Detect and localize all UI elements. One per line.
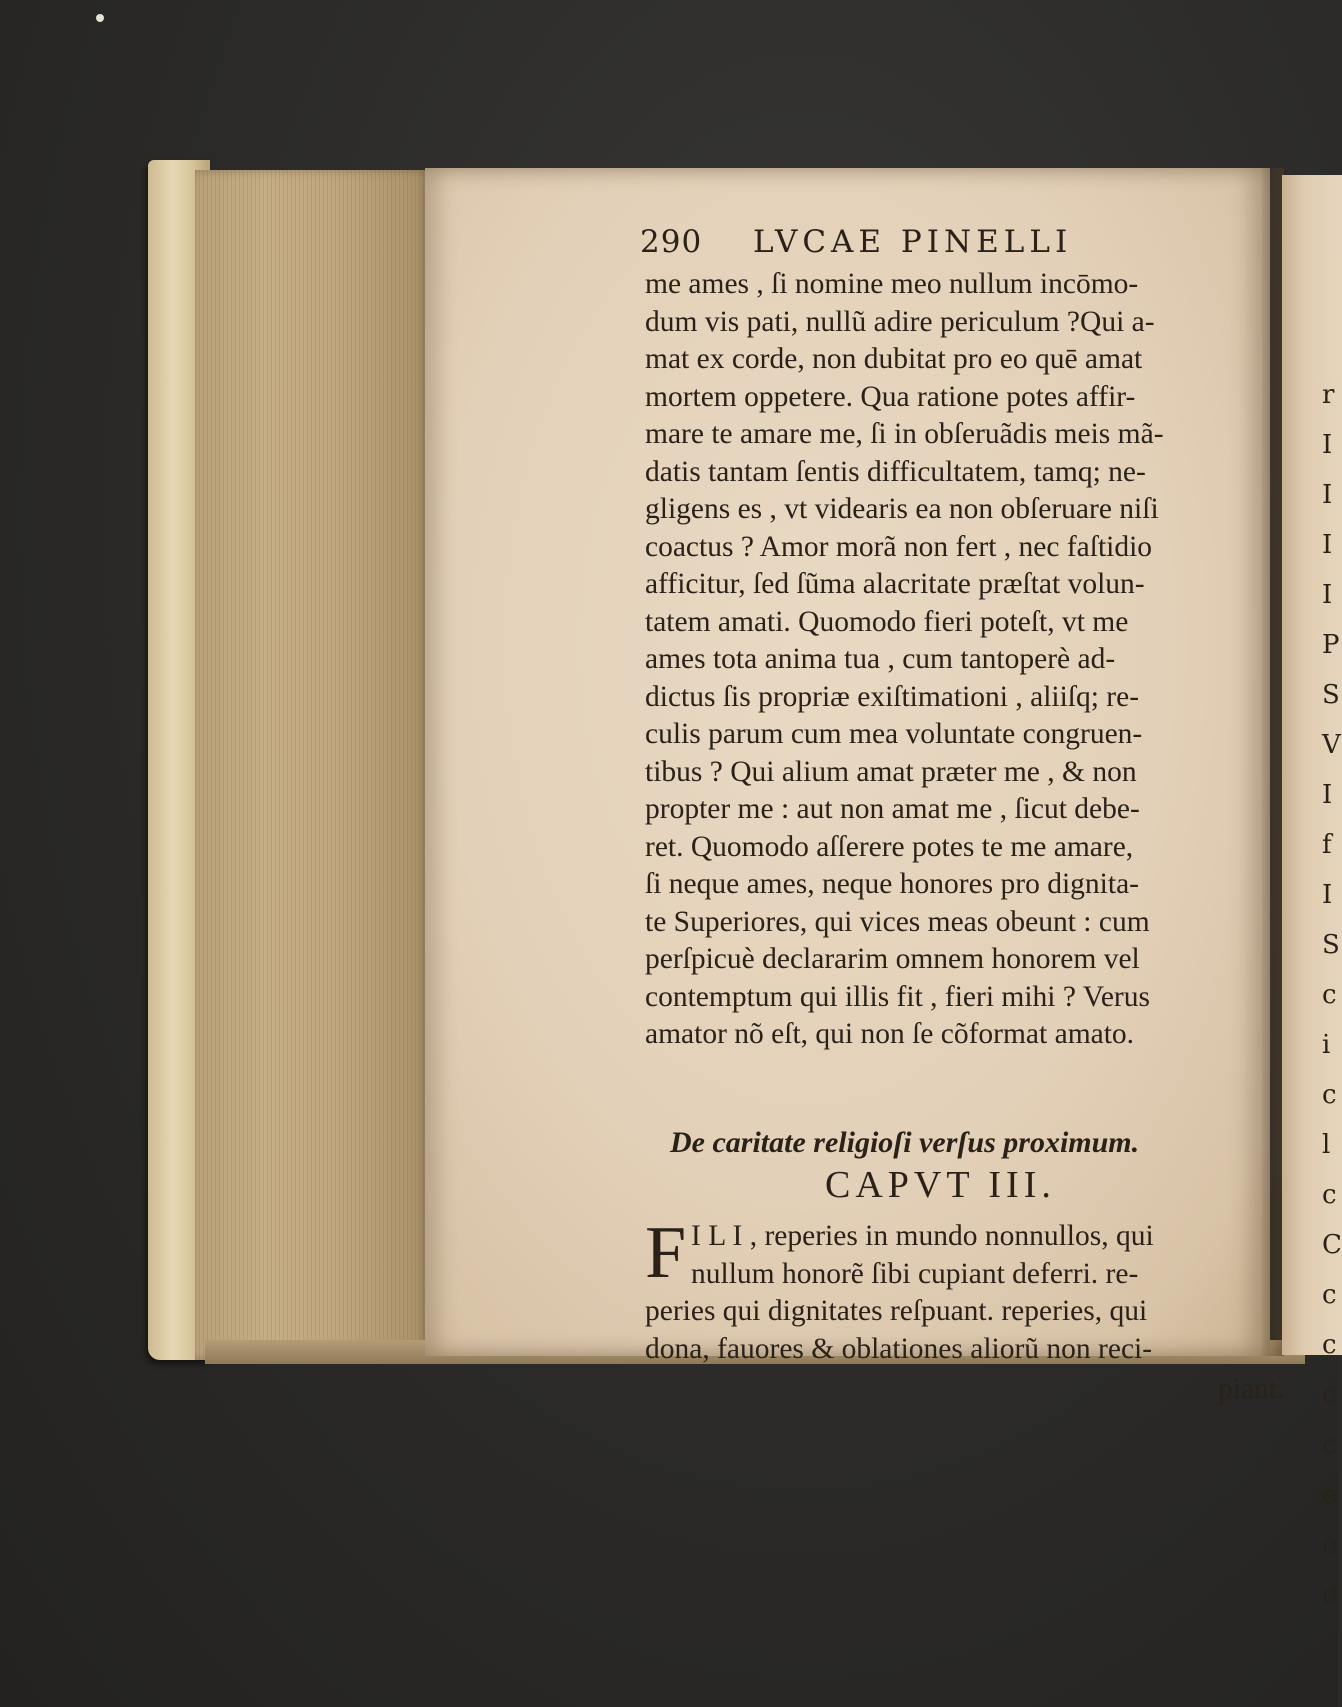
body-text (645, 266, 1255, 1054)
catchword: piant. (1218, 1373, 1285, 1405)
recto-glyph: c (1322, 980, 1337, 1010)
recto-glyph: f (1322, 830, 1332, 860)
running-head (640, 224, 1200, 260)
recto-glyph: c (1322, 1280, 1337, 1310)
text-line: mare te amare me, ſi in obſeruãdis meis mã- (645, 418, 1164, 450)
recto-glyph: S (1322, 680, 1340, 710)
recto-glyph: P (1322, 630, 1340, 660)
text-line: ret. Quomodo aſſerere potes te me amare, (645, 830, 1134, 863)
chapter-first-line: I L I , reperies in mundo nonnullos, qui (691, 1220, 1154, 1252)
recto-glyph: I (1322, 530, 1333, 560)
recto-glyph: c (1322, 1180, 1337, 1210)
page-block-fore-edge (195, 170, 430, 1360)
recto-glyph: I (1322, 430, 1333, 460)
text-line: coactus ? Amor morã non fert , nec faſtidio (645, 530, 1153, 563)
recto-glyph: i (1322, 1030, 1331, 1060)
text-line: contemptum qui illis fit , fieri mihi ? Verus (645, 980, 1150, 1013)
chapter-line: nullum honorẽ ſibi cupiant deferri. re- (691, 1257, 1139, 1290)
text-line: te Superiores, qui vices meas obeunt : cum (645, 905, 1150, 938)
recto-glyph: c (1322, 1330, 1337, 1360)
recto-glyph: I (1322, 580, 1333, 610)
recto-glyph: I (1322, 780, 1333, 810)
chapter-heading: CAPVT III. (825, 1164, 1056, 1206)
drop-capital: F (645, 1212, 687, 1294)
recto-glyph: e (1322, 1480, 1338, 1510)
text-line: tibus ? Qui alium amat præter me , & non (645, 755, 1137, 788)
text-line: mat ex corde, non dubitat pro eo quē amat (645, 343, 1143, 375)
text-line: ames tota anima tua , cum tantoperè ad- (645, 643, 1116, 675)
recto-glyph: I (1322, 880, 1333, 910)
recto-glyph: c (1322, 1080, 1337, 1110)
recto-glyph: c (1322, 1430, 1337, 1460)
recto-glyph: I (1322, 480, 1333, 510)
gutter-shadow (1262, 168, 1284, 1356)
page-number: 290 (640, 224, 703, 260)
text-line: dum vis pati, nullũ adire periculum ?Qui a- (645, 305, 1155, 338)
text-line: mortem oppetere. Qua ratione potes affir- (645, 380, 1136, 413)
dust-speck (96, 14, 104, 22)
text-line: gligens es , vt videaris ea non obſeruare niſi (645, 493, 1159, 525)
recto-partial-text (1322, 370, 1342, 1620)
text-line: propter me : aut non amat me , ſicut debe- (645, 793, 1140, 825)
recto-glyph: V (1322, 730, 1341, 760)
text-line: me ames , ſi nomine meo nullum incōmo- (645, 268, 1139, 300)
text-line: culis parum cum mea voluntate congruen- (645, 718, 1143, 750)
text-line: afficitur, ſed ſũma alacritate præſtat volun- (645, 568, 1145, 600)
recto-glyph: l (1322, 1130, 1331, 1160)
text-line: perſpicuè declararim omnem honorem vel (645, 943, 1140, 975)
recto-glyph: r (1322, 380, 1335, 410)
text-line: amator nõ eſt, qui non ſe cõformat amato. (645, 1018, 1135, 1050)
recto-glyph: C (1322, 1230, 1342, 1260)
chapter-text (645, 1212, 1260, 1368)
recto-glyph: d (1322, 1580, 1339, 1610)
text-line: dictus ſis propriæ exiſtimationi , aliiſq; re- (645, 680, 1140, 713)
text-line: ſi neque ames, neque honores pro dignita- (645, 868, 1139, 900)
chapter-title: De caritate religioſi verſus proximum. (670, 1126, 1140, 1159)
text-line: datis tantam ſentis difficultatem, tamq; ne- (645, 455, 1146, 488)
running-title: LVCAE PINELLI (753, 224, 1073, 260)
recto-glyph: e (1322, 1530, 1338, 1560)
text-line: tatem amati. Quomodo fieri poteſt, vt me (645, 605, 1129, 638)
chapter-line: dona, fauores & oblationes aliorũ non reci- (645, 1332, 1153, 1365)
recto-glyph: S (1322, 930, 1340, 960)
chapter-line: peries qui dignitates reſpuant. reperies, qui (645, 1295, 1148, 1327)
recto-glyph: c (1322, 1380, 1337, 1410)
